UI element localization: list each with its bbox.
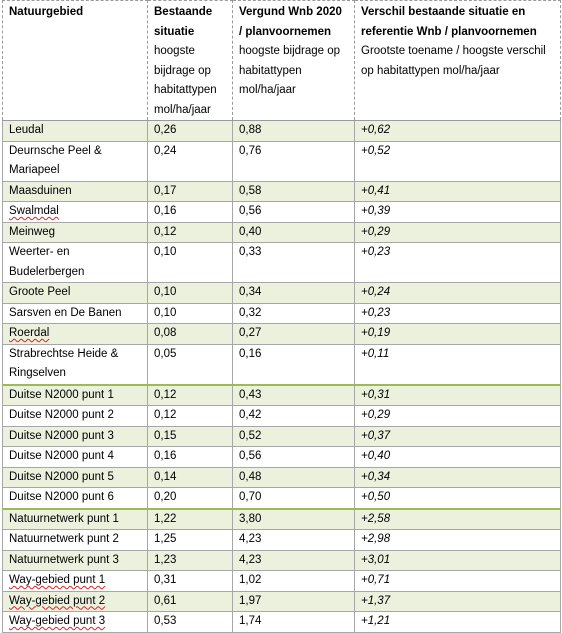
- permitted-value: 0,33: [233, 243, 355, 283]
- difference-value: +0,40: [355, 447, 561, 468]
- table-row: [3, 612, 561, 633]
- area-name: Way-gebied punt 1: [3, 571, 148, 592]
- area-name: Duitse N2000 punt 1: [3, 385, 148, 406]
- existing-value: 0,53: [148, 612, 233, 633]
- header-natuurgebied: Natuurgebied: [3, 1, 148, 121]
- difference-value: +0,39: [355, 202, 561, 223]
- existing-value: 0,12: [148, 385, 233, 406]
- area-name: Swalmdal: [3, 202, 148, 223]
- difference-value: +0,19: [355, 324, 561, 345]
- permitted-value: 1,74: [233, 612, 355, 633]
- existing-value: 0,16: [148, 202, 233, 223]
- difference-value: +0,41: [355, 181, 561, 202]
- table-row: [3, 447, 561, 468]
- permitted-value: 0,56: [233, 447, 355, 468]
- table-row: [3, 509, 561, 530]
- permitted-value: 0,76: [233, 141, 355, 181]
- table-row: [3, 121, 561, 142]
- permitted-value: 0,58: [233, 181, 355, 202]
- existing-value: 0,05: [148, 344, 233, 385]
- existing-value: 0,17: [148, 181, 233, 202]
- difference-value: +0,11: [355, 344, 561, 385]
- area-name: Duitse N2000 punt 6: [3, 488, 148, 509]
- difference-value: +0,37: [355, 426, 561, 447]
- existing-value: 0,14: [148, 467, 233, 488]
- existing-value: 0,26: [148, 121, 233, 142]
- permitted-value: 0,52: [233, 426, 355, 447]
- permitted-value: 1,02: [233, 571, 355, 592]
- difference-value: +0,29: [355, 222, 561, 243]
- table-row: [3, 571, 561, 592]
- permitted-value: 0,43: [233, 385, 355, 406]
- difference-value: +0,71: [355, 571, 561, 592]
- header-bestaande-situatie: Bestaande situatie hoogste bijdrage op habitattypen mol/ha/jaar: [148, 1, 233, 121]
- table-row: [3, 467, 561, 488]
- area-name: Meinweg: [3, 222, 148, 243]
- table-row: [3, 303, 561, 324]
- area-name: Duitse N2000 punt 3: [3, 426, 148, 447]
- existing-value: 0,61: [148, 591, 233, 612]
- difference-value: +0,34: [355, 467, 561, 488]
- area-name: Way-gebied punt 2: [3, 591, 148, 612]
- existing-value: 1,25: [148, 530, 233, 551]
- area-name: Weerter- en Budelerbergen: [3, 243, 148, 283]
- difference-value: +0,50: [355, 488, 561, 509]
- permitted-value: 4,23: [233, 550, 355, 571]
- permitted-value: 0,88: [233, 121, 355, 142]
- existing-value: 0,08: [148, 324, 233, 345]
- area-name: Natuurnetwerk punt 1: [3, 509, 148, 530]
- area-name: Strabrechtse Heide & Ringselven: [3, 344, 148, 385]
- permitted-value: 1,97: [233, 591, 355, 612]
- table-row: [3, 181, 561, 202]
- area-name: Duitse N2000 punt 5: [3, 467, 148, 488]
- existing-value: 0,20: [148, 488, 233, 509]
- table-row: [3, 426, 561, 447]
- area-name: Way-gebied punt 3: [3, 612, 148, 633]
- existing-value: 1,23: [148, 550, 233, 571]
- table-row: [3, 222, 561, 243]
- table-row: [3, 202, 561, 223]
- permitted-value: 0,16: [233, 344, 355, 385]
- existing-value: 0,16: [148, 447, 233, 468]
- difference-value: +0,52: [355, 141, 561, 181]
- difference-value: +0,24: [355, 283, 561, 304]
- existing-value: 0,10: [148, 283, 233, 304]
- table-row: [3, 530, 561, 551]
- table-row: [3, 283, 561, 304]
- existing-value: 0,12: [148, 222, 233, 243]
- difference-value: +0,29: [355, 406, 561, 427]
- existing-value: 0,10: [148, 303, 233, 324]
- difference-value: +0,31: [355, 385, 561, 406]
- area-name: Deurnsche Peel & Mariapeel: [3, 141, 148, 181]
- table-row: [3, 141, 561, 181]
- table-row: [3, 488, 561, 509]
- difference-value: +2,98: [355, 530, 561, 551]
- permitted-value: 0,32: [233, 303, 355, 324]
- table-header-row: [3, 1, 561, 121]
- existing-value: 0,31: [148, 571, 233, 592]
- difference-value: +0,23: [355, 303, 561, 324]
- difference-value: +1,21: [355, 612, 561, 633]
- permitted-value: 0,40: [233, 222, 355, 243]
- difference-value: +1,37: [355, 591, 561, 612]
- header-verschil: Verschil bestaande situatie en referentie Wnb / planvoornemen Grootste toename / hoogste verschil op habitattypen mol/ha/jaar: [355, 1, 561, 121]
- area-name: Natuurnetwerk punt 2: [3, 530, 148, 551]
- existing-value: 0,24: [148, 141, 233, 181]
- area-name: Duitse N2000 punt 4: [3, 447, 148, 468]
- existing-value: 1,22: [148, 509, 233, 530]
- permitted-value: 0,70: [233, 488, 355, 509]
- existing-value: 0,10: [148, 243, 233, 283]
- difference-value: +0,23: [355, 243, 561, 283]
- area-name: Maasduinen: [3, 181, 148, 202]
- existing-value: 0,12: [148, 406, 233, 427]
- header-vergund: Vergund Wnb 2020 / planvoornemen hoogste bijdrage op habitattypen mol/ha/jaar: [233, 1, 355, 121]
- permitted-value: 0,34: [233, 283, 355, 304]
- table-row: [3, 324, 561, 345]
- table-row: [3, 385, 561, 406]
- existing-value: 0,15: [148, 426, 233, 447]
- table-row: [3, 550, 561, 571]
- area-name: Leudal: [3, 121, 148, 142]
- table-row: [3, 344, 561, 385]
- area-name: Roerdal: [3, 324, 148, 345]
- area-name: Sarsven en De Banen: [3, 303, 148, 324]
- permitted-value: 0,42: [233, 406, 355, 427]
- permitted-value: 0,27: [233, 324, 355, 345]
- area-name: Duitse N2000 punt 2: [3, 406, 148, 427]
- area-name: Groote Peel: [3, 283, 148, 304]
- permitted-value: 4,23: [233, 530, 355, 551]
- permitted-value: 3,80: [233, 509, 355, 530]
- difference-value: +0,62: [355, 121, 561, 142]
- table-row: [3, 243, 561, 283]
- area-name: Natuurnetwerk punt 3: [3, 550, 148, 571]
- deposition-table: [2, 0, 561, 633]
- permitted-value: 0,48: [233, 467, 355, 488]
- table-row: [3, 406, 561, 427]
- table-row: [3, 591, 561, 612]
- permitted-value: 0,56: [233, 202, 355, 223]
- difference-value: +3,01: [355, 550, 561, 571]
- difference-value: +2,58: [355, 509, 561, 530]
